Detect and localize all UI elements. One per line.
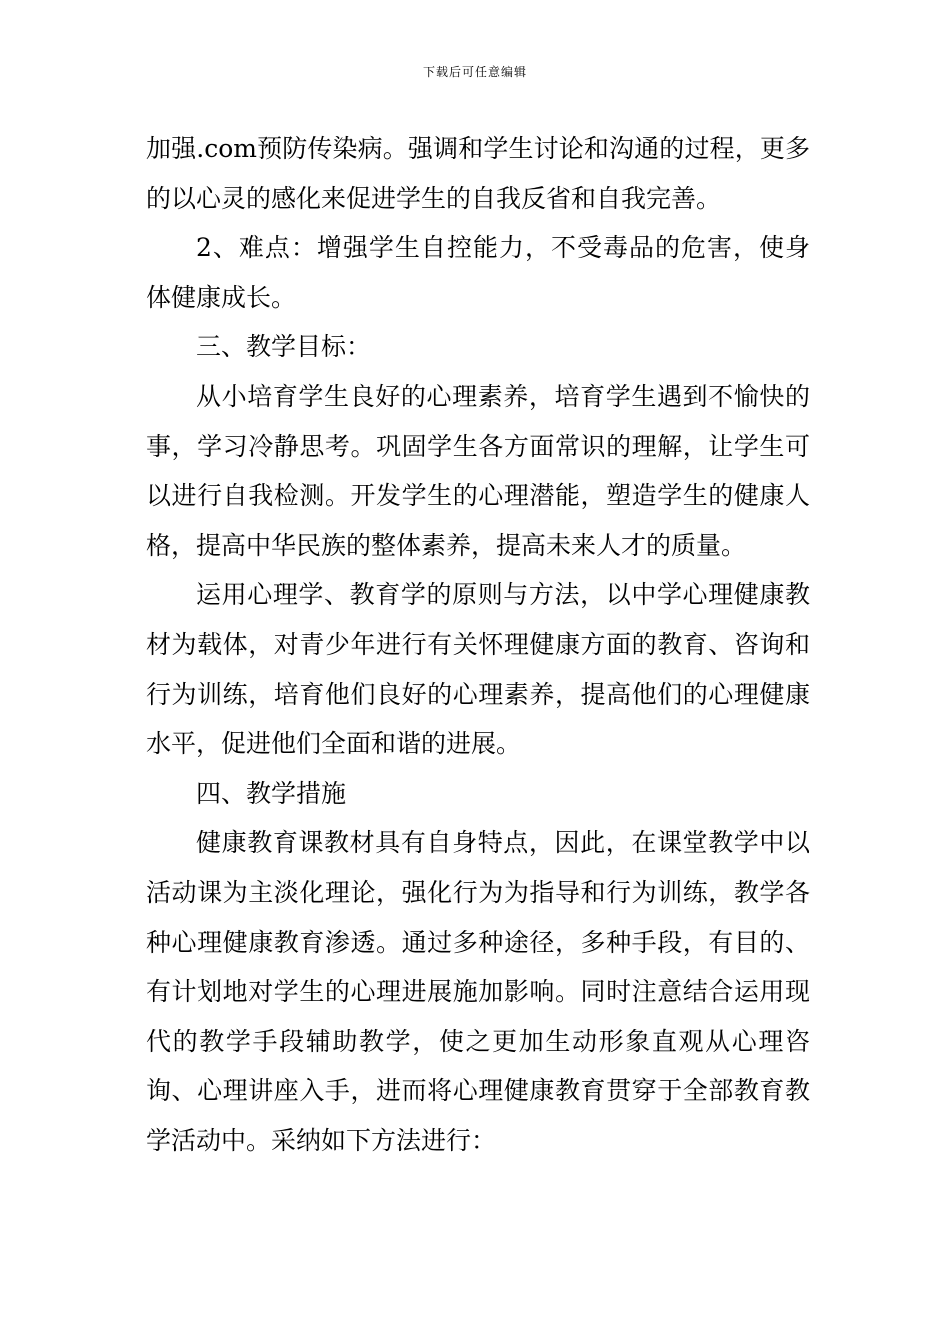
- page-header: 下载后可任意编辑: [422, 65, 527, 79]
- section-heading: 三、教学目标：: [196, 332, 372, 362]
- paragraph: 加强.com预防传染病。强调和学生讨论和沟通的过程，更多的以心灵的感化来促进学生的自我反省和自我完善。: [146, 134, 810, 213]
- paragraph: 从小培育学生良好的心理素养，培育学生遇到不愉快的事，学习冷静思考。巩固学生各方面常识的理解，让学生可以进行自我检测。开发学生的心理潜能，塑造学生的健康人格，提高中华民族的整体素养，提高未来人才的质量。: [146, 381, 810, 560]
- paragraph: 健康教育课教材具有自身特点，因此，在课堂教学中以活动课为主淡化理论，强化行为为指导和行为训练，教学各种心理健康教育渗透。通过多种途径，多种手段，有目的、有计划地对学生的心理进展施加影响。同时注意结合运用现代的教学手段辅助教学，使之更加生动形象直观从心理咨询、心理讲座入手，进而将心理健康教育贯穿于全部教育教学活动中。采纳如下方法进行：: [146, 828, 810, 1155]
- paragraph: 运用心理学、教育学的原则与方法，以中学心理健康教材为载体，对青少年进行有关怀理健康方面的教育、咨询和行为训练，培育他们良好的心理素养，提高他们的心理健康水平，促进他们全面和谐的进展。: [146, 580, 810, 759]
- paragraph: 2、难点：增强学生自控能力，不受毒品的危害，使身体健康成长。: [146, 233, 810, 312]
- section-heading: 四、教学措施: [196, 778, 347, 808]
- document-body: [146, 124, 810, 1165]
